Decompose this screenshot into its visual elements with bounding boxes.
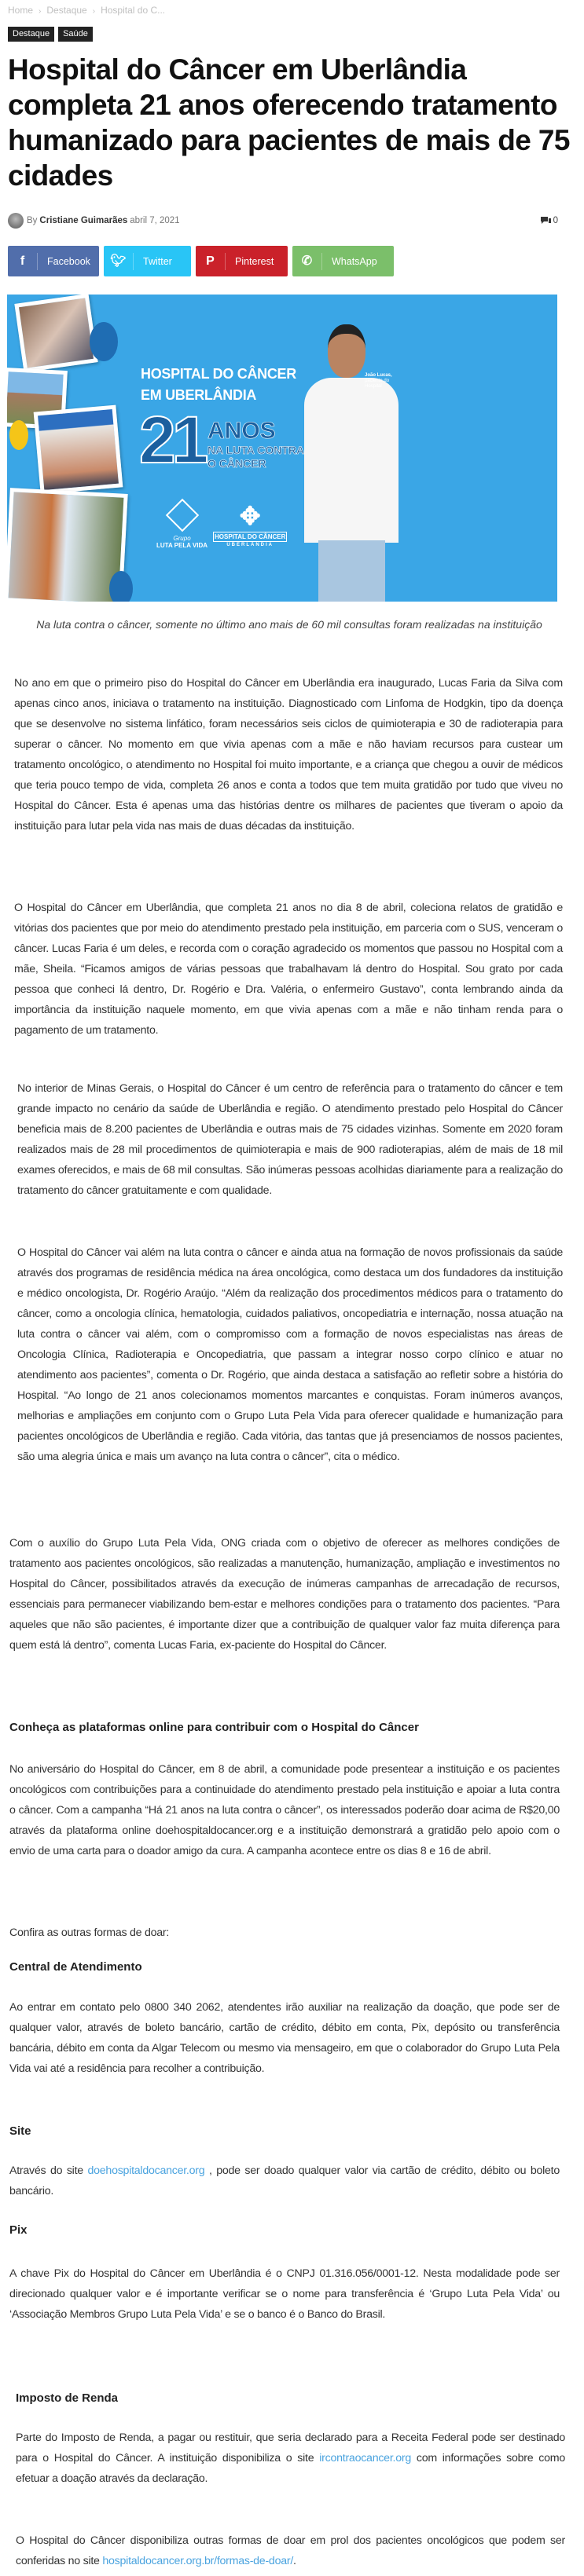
- section-heading: Conheça as plataformas online para contribuir com o Hospital do Câncer: [9, 1721, 419, 1734]
- article-title: Hospital do Câncer em Uberlândia completa 21 anos oferecendo tratamento humanizado para pacientes de mais de 75 cidades: [8, 53, 570, 192]
- paragraph: A chave Pix do Hospital do Câncer em Uberlândia é o CNPJ 01.316.056/0001-12. Nesta modalidade pode ser direcionado qualquer valor e é importante verificar se o nome para transferência é ‘Grupo Luta Pela Vida’ ou ‘Associação Membros Grupo Luta Pela Vida’ e se o banco é o Banco do Brasil.: [9, 2267, 560, 2321]
- paragraph: O Hospital do Câncer disponibiliza outras formas de doar em prol dos pacientes oncológicos que podem ser conferidas no site hospitaldocancer.org.br/formas-de-doar/.: [16, 2534, 565, 2567]
- paragraph: No ano em que o primeiro piso do Hospital do Câncer em Uberlândia era inaugurado, Lucas Faria da Silva com apenas cinco anos, iniciava o tratamento na instituição. Diagnosticado com Linfoma de Hodgkin, tipo da doença que se desenvolve no sistema linfático, foram necessários seis ciclos de quimioterapia e 30 de radioterapia para superar o câncer. No momento em que vivia apenas com a mãe e não haviam recursos para custear um tratamento oncológico, o atendimento no Hospital foi muito importante, e a criança que chegou a ouvir de médicos que teria pouco tempo de vida, completa 26 anos e conta a todos que tem muita gratidão por tudo que viveu no Hospital do Câncer. Esta é apenas uma das histórias dentre os milhares de pacientes que tiveram o apoio da instituição para lutar pela vida nas mais de duas décadas da instituição.: [14, 677, 563, 832]
- breadcrumb-current: Hospital do C...: [101, 5, 166, 16]
- comments-link[interactable]: [541, 216, 558, 225]
- photo-reception: [14, 295, 97, 372]
- balloon-icon: [9, 420, 28, 450]
- share-buttons: [8, 246, 394, 276]
- comment-count: 0: [553, 216, 558, 225]
- heading-site: Site: [9, 2124, 31, 2138]
- hero-number: 21: [139, 403, 205, 477]
- author-name[interactable]: Cristiane Guimarães: [39, 216, 128, 225]
- facebook-icon: f: [8, 253, 38, 270]
- hero-heading: HOSPITAL DO CÂNCER EM UBERLÂNDIA: [141, 366, 296, 403]
- breadcrumb-destaque[interactable]: Destaque: [46, 5, 87, 16]
- paragraph: O Hospital do Câncer vai além na luta contra o câncer e ainda atua na formação de novos profissionais da saúde através dos programas de residência médica na área oncológica, como destaca um dos fundadores da instituição e médico oncologista, Dr. Rogério Araújo. “Além da realização dos procedimentos médicos para o tratamento do câncer, como a oncologia clínica, hematologia, cuidados paliativos, oncopediatria e internação, nossa atuação na luta contra o câncer vai além, com o compromisso com a formação de novos especialistas nas áreas de Oncologia Clínica, Radioterapia e Oncopediatria, que passam a integrar nosso corpo clínico e atuar no atendimento aos pacientes”, comenta o Dr. Rogério, que ainda destaca a satisfação ao refletir sobre a história do Hospital. “Ao longo de 21 anos colecionamos momentos marcantes e conquistas. Foram inúmeros avanços, melhorias e ampliações em conjunto com o Grupo Luta Pela Vida para oferecer qualidade e humanização para pacientes oncológicos de Uberlândia e região. Cada vitória, das tantas que já presenciamos de nossos pacientes, são uma alegria única e mais um avanço na luta contra o câncer”, cita o médico.: [17, 1246, 563, 1463]
- pinterest-icon: P: [196, 253, 226, 270]
- author-avatar[interactable]: [8, 213, 24, 229]
- share-twitter-button[interactable]: [104, 246, 191, 276]
- share-label: Twitter: [143, 255, 172, 267]
- balloon-icon: [109, 571, 133, 602]
- paragraph: Ao entrar em contato pelo 0800 340 2062, atendentes irão auxiliar na realização da doação, que pode ser de qualquer valor, através de boleto bancário, cartão de crédito, débito em conta, Pix, depósito ou transferência bancária, débito em conta da Algar Telecom ou mesmo via mensageiro, em que o colaborador do Grupo Luta Pela Vida vai até a residência para recolher a contribuição.: [9, 2001, 560, 2075]
- share-pinterest-button[interactable]: [196, 246, 288, 276]
- formas-de-doar-link[interactable]: hospitaldocancer.org.br/formas-de-doar/: [102, 2555, 294, 2567]
- luta-pela-vida-logo: Grupo LUTA PELA VIDA: [156, 500, 208, 549]
- share-facebook-button[interactable]: [8, 246, 99, 276]
- share-label: Facebook: [47, 255, 90, 267]
- balloon-icon: [90, 322, 118, 361]
- category-tags: [8, 27, 93, 42]
- photo-hospital-building: [34, 405, 123, 495]
- ircontraocancer-link[interactable]: ircontraocancer.org: [319, 2452, 411, 2464]
- paragraph: O Hospital do Câncer em Uberlândia, que completa 21 anos no dia 8 de abril, coleciona relatos de gratidão e vitórias dos pacientes que por meio do atendimento prestado pela instituição, em parceria com o SUS, venceram o câncer. Lucas Faria é um deles, e recorda com o coração agradecido os momentos que passou no Hospital com a mãe, Sheila. “Ficamos amigos de várias pessoas que trabalhavam lá dentro do Hospital. Sou grato por cada pessoa que conheci lá dentro, Dr. Rogério e Dra. Valéria, o enfermeiro Gustavo”, conta lembrando ainda da importância da instituição naquele momento, em que vivia apenas com a mãe e não tinham renda para o pagamento de um tratamento.: [14, 902, 563, 1037]
- article-meta: [8, 213, 558, 229]
- heading-imposto: Imposto de Renda: [16, 2391, 119, 2405]
- share-label: Pinterest: [235, 255, 274, 267]
- chevron-right-icon: ›: [39, 7, 42, 16]
- share-whatsapp-button[interactable]: [292, 246, 394, 276]
- paragraph: Confira as outras formas de doar:: [9, 1927, 170, 1939]
- patient-label: João Lucas, paciente do Hospital: [365, 373, 392, 389]
- paragraph: No interior de Minas Gerais, o Hospital do Câncer é um centro de referência para o tratamento do câncer e tem grande impacto no cenário da saúde de Uberlândia e região. O atendimento prestado pelo Hospital do Câncer beneficia mais de 8.200 pacientes de Uberlândia e outras mais de 75 cidades vizinhas. Somente em 2020 foram realizados mais de 28 mil procedimentos de quimioterapia e mais de 900 radioterapias, além de mais de 18 mil exames oferecidos, e mais de 68 mil consultas. São inúmeras pessoas acolhidas diariamente para a realização do tratamento do câncer gratuitamente e com qualidade.: [17, 1082, 563, 1197]
- by-label: By: [27, 216, 38, 225]
- twitter-icon: 🐦︎: [104, 253, 134, 270]
- paragraph: Parte do Imposto de Renda, a pagar ou restituir, que seria declarado para a Receita Federal pode ser destinado para o Hospital do Câncer. A instituição disponibiliza o site ircontraocancer.org com informações sobre como efetuar a doação através da declaração.: [16, 2431, 565, 2485]
- image-caption: Na luta contra o câncer, somente no último ano mais de 60 mil consultas foram realizadas na instituição: [36, 618, 542, 631]
- share-label: WhatsApp: [332, 255, 377, 267]
- patient-photo: [304, 324, 399, 602]
- comment-icon: [541, 217, 551, 225]
- chevron-right-icon: ›: [92, 7, 96, 16]
- hero-anos: ANOS NA LUTA CONTRA O CÂNCER: [208, 418, 305, 470]
- breadcrumb: [8, 5, 165, 16]
- paragraph: Através do site doehospitaldocancer.org , pode ser doado qualquer valor via cartão de crédito, débito ou boleto bancário.: [9, 2164, 560, 2197]
- doehospital-link[interactable]: doehospitaldocancer.org: [87, 2164, 205, 2177]
- breadcrumb-home[interactable]: Home: [8, 5, 34, 16]
- paragraph: Com o auxílio do Grupo Luta Pela Vida, ONG criada com o objetivo de oferecer as melhores condições de tratamento aos pacientes oncológicos, são realizadas a manutenção, humanização, ampliação e investimentos no Hospital do Câncer, possibilitados através da execução de inúmeras campanhas de arrecadação de recursos, essenciais para permanecer viabilizando bem-estar e melhores condições para o tratamento dos pacientes. “Para aqueles que não são pacientes, é importante dizer que a contribuição de qualquer valor faz muita diferença para quem está lá dentro”, comenta Lucas Faria, ex-paciente do Hospital do Câncer.: [9, 1537, 560, 1652]
- paragraph: No aniversário do Hospital do Câncer, em 8 de abril, a comunidade pode presentear a instituição e os pacientes oncológicos com contribuições para a continuidade do atendimento prestado pela instituição e apoiar a luta contra o câncer. Com a campanha “Há 21 anos na luta contra o câncer”, os interessados poderão doar acima de R$20,00 através da plataforma online doehospitaldocancer.org e a instituição demonstrará a gratidão pelo apoio com o envio de uma carta para o doador amigo da cura. A campanha acontece entre os dias 8 e 16 de abril.: [9, 1763, 560, 1857]
- hero-image: [7, 295, 557, 602]
- heading-pix: Pix: [9, 2223, 28, 2237]
- hospital-do-cancer-logo: ✥ HOSPITAL DO CÂNCER UBERLÂNDIA: [215, 502, 286, 547]
- publish-date: abril 7, 2021: [130, 216, 180, 225]
- tag-saude[interactable]: Saúde: [58, 27, 93, 42]
- heading-central: Central de Atendimento: [9, 1960, 142, 1974]
- tag-destaque[interactable]: Destaque: [8, 27, 54, 42]
- whatsapp-icon: ✆: [292, 253, 322, 270]
